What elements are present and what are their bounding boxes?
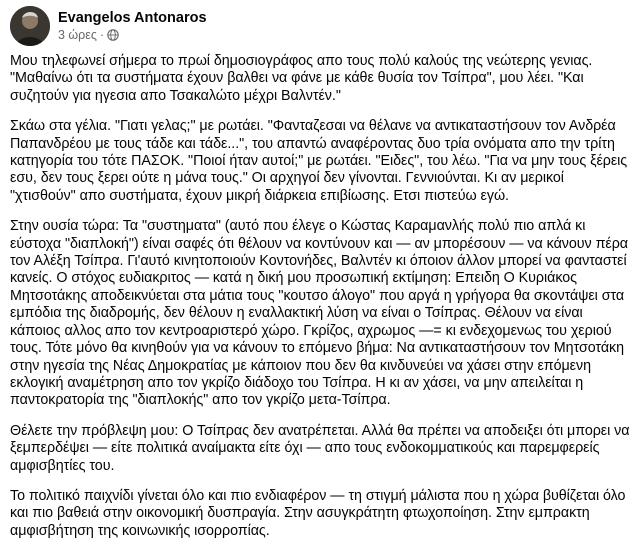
post-paragraph-2: Σκάω στα γέλια. "Γιατι γελας;" με ρωτάει. "Φανταζεσαι να θέλανε να αντικαταστήσουν τον Ανδρέα Παπανδρέου με τους τάδε και τάδε...", του απαντώ αναφέροντας δυο τρία ονόματα απο την τρίτη κατηγορία του τότε ΠΑΣΟΚ. "Ποιοί ήταν αυτοί;" με ρωτάει. "Ειδες", του λέω. "Για να μην τους ξέρεις εσυ, δεν τους ξερει ούτε η μάνα τους." Οι αρχηγοί δεν γίνονται. Γεννιούνται. Κι αν μερικοί "χτισθούν" απο συστήματα, έχουν μικρή διάρκεια επιβίωσης. Ετσι πιστεύω εγώ. bbox=[10, 118, 628, 204]
author-avatar[interactable] bbox=[10, 6, 50, 46]
post-text bbox=[10, 53, 630, 540]
author-name[interactable]: Evangelos Antonaros bbox=[58, 10, 207, 26]
post-paragraph-4: Θέλετε την πρόβλεψη μου: Ο Τσίπρας δεν ανατρέπεται. Αλλά θα πρέπει να αποδειξει ότι μπορει να ξεμπερδέψει — είτε πολιτικά αναίμακτα είτε όχι — απο τους ενδοκομματικούς και παρεμφερείς αμφισβητίες του. bbox=[10, 422, 630, 474]
post-header bbox=[10, 6, 630, 46]
post-meta bbox=[58, 27, 207, 43]
meta-separator: · bbox=[99, 28, 105, 42]
post-paragraph-1: Μου τηλεφωνεί σήμερα το πρωί δημοσιογράφος απο τους πολύ καλούς της νεώτερης γενιας. "Μαθαίνω ότι τα συστήματα έχουν βαλθει να φάνε με κάθε θυσία τον Τσίπρα", μου λέει. "Και συζητούν για ηγεσια απο Τσακαλώτο μέχρι Βαλντέν." bbox=[10, 53, 593, 104]
post-paragraph-3: Στην ουσία τώρα: Τα "συστηματα" (αυτό που έλεγε ο Κώστας Καραμανλής πολύ πιο απλά κι εύστοχα "διαπλοκή") είναι σαφές ότι θέλουν να κοντύνουν και — αν μπορέσουν — να κάνουν πέρα τον Αλέξη Τσίπρα. Γι'αυτό κινητοποιούν Κοντονήδες, Βαλντέν κι όποιον άλλον μπορεί να φανταστεί κανείς. Ο στόχος ευδιακριτος — κατά η δική μου προσωπική εκτίμηση: Επειδη Ο Κυριάκος Μητσοτάκης αποδεικνύεται στα μάτια τους "κουτσο άλογο" που αργά η γρήγορα θα σκοντάψει στα εμπόδια της διαδρομής, δεν θέλουν η εναλλακτική λύση να είναι ο Τσίπρας. Θέλουν να είναι κάποιος αλλος απο τον κεντροαριστερό χώρο. Γκρίζος, αχρωμος —= κι ενδεχομενως του χεριού τους. Τότε μόνο θα κινηθούν για να κάνουν το επόμενο βήμα: Να αντικαταστήσουν τον Μητσοτάκη στην ηγεσία της Νέας Δημοκρατίας με κάποιον που δεν θα κινδυνεύει να χάσει στην επόμενη εκλογική αναμέτρηση απο τον γκρίζο διάδοχο του Τσίπρα. Η κι αν χάσει, να μην απειλείται η παντοκρατορία της "διαπλοκής" απο τον γκρίζο μετα-Τσίπρα. bbox=[10, 218, 629, 409]
avatar-photo-icon bbox=[10, 6, 50, 46]
author-block bbox=[58, 9, 207, 43]
post-paragraph-5: Το πολιτικό παιχνίδι γίνεται όλο και πιο ενδιαφέρον — τη στιγμή μάλιστα που η χώρα βυθίζεται όλο και πιο βαθειά στην οικονομική δυσπραγία. Στην ασυγκράτητη φτωχοποίηση. Στην εμπρακτη αμφισβήτηση της κοινωνικής ισορροπίας. bbox=[10, 487, 626, 539]
globe-icon[interactable] bbox=[107, 29, 119, 41]
post-timestamp[interactable]: 3 ώρες bbox=[58, 28, 97, 42]
